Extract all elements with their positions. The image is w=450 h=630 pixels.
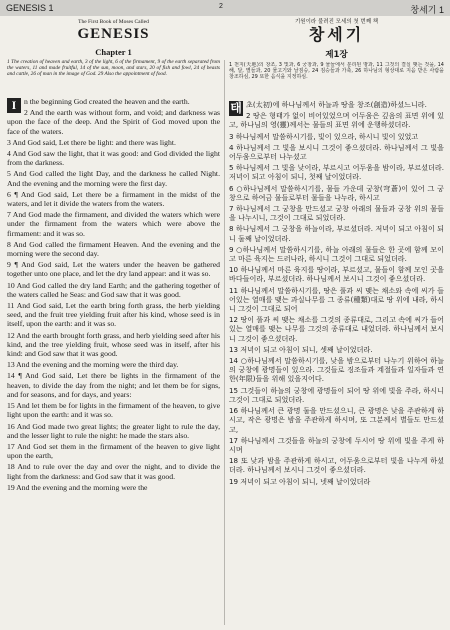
verse-text: 초(太初)에 하나님께서 하늘과 땅을 창조(創造)하셨느니라. [246, 100, 427, 109]
verse [7, 210, 220, 238]
verse [229, 286, 444, 314]
verse [229, 184, 444, 202]
column-divider [224, 60, 225, 625]
verse-text: 19 And the evening and the morning were the [7, 482, 148, 492]
verse-text: 13 저녁이 되고 아침이 되니, 셋째 날이었더라. [229, 344, 373, 354]
verse-text: 13 And the evening and the morning were the third day. [7, 360, 179, 370]
verse-text: 16 And God made two great lights; the greater light to rule the day, and the lesser light to rule the night: he made the stars also. [7, 421, 220, 440]
verse [7, 169, 220, 187]
verse [7, 190, 220, 208]
verse-text: 5 하나님께서 그 빛을 낮이라, 부르시고 어두움을 밤이라, 부르셨더라. 저녁이 되고 아침이 되니, 첫째 날이었더라. [229, 163, 444, 182]
header-right: 창세기 1 [410, 5, 444, 15]
korean-column [229, 19, 444, 488]
drop-cap: 태 [230, 101, 242, 115]
verse-text: 2 And the earth was without form, and void; and darkness was upon the face of the deep. And the Spirit of God moved upon the face of the waters. [7, 108, 220, 136]
verse-text: 7 하나님께서 그 궁창을 만드셨고 궁창 아래의 물들과 궁창 위의 물들을 나누시니, 그것이 그대로 되었더라. [229, 204, 444, 223]
verse-text: 3 And God said, Let there be light: and there was light. [7, 137, 176, 147]
verse [7, 260, 220, 278]
verse-text: 2 땅은 형태가 없이 비어있었으며 어두움은 깊음의 표면 위에 있고, 하나님의 영(靈)께서는 물들의 표면 위에 운행하셨더라. [229, 111, 444, 130]
verse-text: 5 And God called the light Day, and the darkness he called Night. And the evening and the morning were the first day. [7, 169, 220, 188]
verse [229, 224, 444, 242]
verse [229, 132, 444, 141]
verse-text: 15 And let them be for lights in the firmament of the heaven, to give light upon the earth: and it was so. [7, 401, 220, 420]
verse-text: 4 And God saw the light, that it was good: and God divided the light from the darkness. [7, 149, 220, 168]
verse-text: 17 And God set them in the firmament of the heaven to give light upon the earth, [7, 441, 220, 461]
verse [7, 371, 220, 399]
verse [7, 281, 220, 299]
verse-text: 3 하나님께서 말씀하시기를, 빛이 있으라, 하시니 빛이 있었고 [229, 131, 419, 141]
verse [229, 315, 444, 343]
book-subtitle: 기원이라 불려진 모세의 첫 번째 책 [294, 19, 379, 25]
verse [7, 360, 220, 369]
verse-text: 14 ○하나님께서 말씀하시기를, 낮을 밤으로부터 나누기 위하여 하늘의 궁창에 광명들이 있으라. 그것들로 징조들과 계절들과 일자들과 연한(年限)들을 위해 있을지어다. [229, 356, 444, 384]
verse-text: 11 And God said, Let the earth bring forth grass, the herb yielding seed, and the fruit tree yielding fruit after his kind, whose seed is in itself, upon the earth: and it was so. [7, 301, 220, 329]
verse [229, 345, 444, 354]
verse [7, 422, 220, 440]
verse-text: 6 ¶ And God said, Let there be a firmament in the midst of the waters, and let it divide the waters from the waters. [7, 189, 220, 209]
verse [229, 245, 444, 263]
verse-text: 7 And God made the firmament, and divided the waters which were under the firmament from the waters which were above the firmament: and it was so. [7, 210, 220, 238]
verse-text: 11 하나님께서 말씀하시기를, 땅은 풀과 씨 맺는 채소와 속에 씨가 들어있는 열매를 맺는 과실나무를 그 종류(種類)대로 땅 위에 내라, 하시니 그것이 그대로 되어 [229, 285, 444, 314]
chapter-heading: 제1장 [325, 50, 348, 60]
book-title: 창세기 [308, 25, 365, 44]
verse [229, 163, 444, 181]
chapter-summary: 1 천지(天地)의 창조, 3 빛과, 6 궁창과, 9 물들에서 분리된 땅과, 11 그것의 결실 맺는 것을, 14 해, 달, 별들과, 20 물고기와 날짐승, 24 짐승들과 가축, 26 하나님의 형상대로 지음 받은 사람을 창조하심, 29 또한 음식을 지정하심. [229, 62, 444, 81]
verse-text: 18 또 낮과 밤을 주관하게 하시고, 어두움으로부터 빛을 나누게 하셨더라. 하나님께서 보시니 그것이 좋으셨더라. [229, 456, 444, 475]
english-column [7, 19, 220, 494]
book-title: GENESIS [77, 26, 150, 42]
verse-text: 15 그것들이 하늘의 궁창에 광명들이 되어 땅 위에 빛을 주라, 하시니 그것이 그대로 되었더라. [229, 385, 444, 404]
verse [229, 204, 444, 222]
verse [7, 240, 220, 258]
verse [7, 442, 220, 460]
verse [7, 149, 220, 167]
verse-text: 8 하나님께서 그 궁창을 하늘이라, 부르셨더라. 저녁이 되고 아침이 되니 둘째 날이었더라. [229, 224, 444, 243]
verse [229, 386, 444, 404]
verse-text: 16 하나님께서 큰 광명 둘을 만드셨으니, 큰 광명은 낮을 주관하게 하시고, 작은 광명은 밤을 주관하게 하시며, 또 그분께서 별들도 만드셨고, [229, 406, 444, 434]
verse [229, 356, 444, 384]
page-number: 2 [219, 3, 223, 10]
verse [7, 462, 220, 480]
verse-text: 9 ¶ And God said, Let the waters under the heaven be gathered together unto one place, and let the dry land appear: and it was so. [7, 260, 220, 279]
verse-text: 4 하나님께서 그 빛을 보시니 그것이 좋으셨더라. 하나님께서 그 빛을 어두움으로부터 나누셨고 [229, 142, 444, 162]
verse [7, 108, 220, 136]
verse-text: 17 하나님께서 그것들을 하늘의 궁창에 두시어 땅 위에 빛을 주게 하시며 [229, 435, 444, 454]
verse-text: 9 ○하나님께서 말씀하시기를, 하늘 아래의 물들은 한 곳에 함께 모이고 마른 육지는 드러나라, 하시니 그것이 그대로 되었더라. [229, 244, 444, 264]
header-left: GENESIS 1 [6, 3, 54, 13]
verse [229, 265, 444, 283]
verse [229, 111, 444, 129]
verse [229, 456, 444, 474]
verse-text: 12 And the earth brought forth grass, and herb yielding seed after his kind, and the tree yielding fruit, whose seed was in itself, after his kind: and God saw that it was good. [7, 330, 220, 359]
running-header [0, 0, 450, 16]
verse-text: 14 ¶ And God said, Let there be lights in the firmament of the heaven, to divide the day from the night; and let them be for signs, and for seasons, and for days, and years: [7, 371, 220, 399]
verse [229, 143, 444, 161]
verse-text: 10 And God called the dry land Earth; and the gathering together of the waters called he Seas: and God saw that it was good. [7, 280, 220, 299]
verse [7, 138, 220, 147]
chapter-summary: 1 The creation of heaven and earth, 3 of the light, 6 of the firmament, 9 of the earth separated from the waters, 11 and made fruitful, 14 of the sun, moon, and stars, 20 of fish and fowl, 24 of beasts and cattle, 26 of man in the image of God. 29 Also the appointment of food. [7, 59, 220, 78]
verse-list [229, 100, 444, 486]
chapter-heading: Chapter 1 [95, 47, 132, 57]
verse [229, 100, 444, 115]
verse [7, 301, 220, 329]
verse [7, 331, 220, 359]
verse-text: 12 땅이 풀과 씨 맺는 채소를 그것의 종류대로, 그리고 속에 씨가 들어 있는 열매를 맺는 나무를 그것의 종류대로 내었더라. 하나님께서 보시니 그것이 좋으셨더라. [229, 315, 444, 343]
verse-list [7, 97, 220, 492]
book-subtitle: The First Book of Moses Called [78, 19, 149, 25]
verse [7, 97, 220, 112]
verse-text: 19 저녁이 되고 아침이 되니, 넷째 날이었더라 [229, 476, 371, 486]
drop-cap: I [7, 98, 21, 113]
verse-text: 10 하나님께서 마른 육지를 땅이라, 부르셨고, 물들이 함께 모인 곳을 바다들이라, 부르셨더라. 하나님께서 보시니 그것이 좋으셨더라. [229, 265, 444, 284]
verse-text: 6 ○하나님께서 말씀하시기를, 물들 가운데 궁창(穹蒼)이 있어 그 궁창으로 하여금 물들로부터 물들을 나누라, 하시고 [229, 183, 444, 202]
verse [229, 477, 444, 486]
verse-text: n the beginning God created the heaven and the earth. [24, 97, 190, 106]
verse [7, 483, 220, 492]
verse [229, 436, 444, 454]
verse [229, 406, 444, 434]
verse-text: 18 And to rule over the day and over the night, and to divide the light from the darkness: and God saw that it was good. [7, 462, 220, 481]
verse-text: 8 And God called the firmament Heaven. And the evening and the morning were the second day. [7, 239, 220, 259]
verse [7, 401, 220, 419]
